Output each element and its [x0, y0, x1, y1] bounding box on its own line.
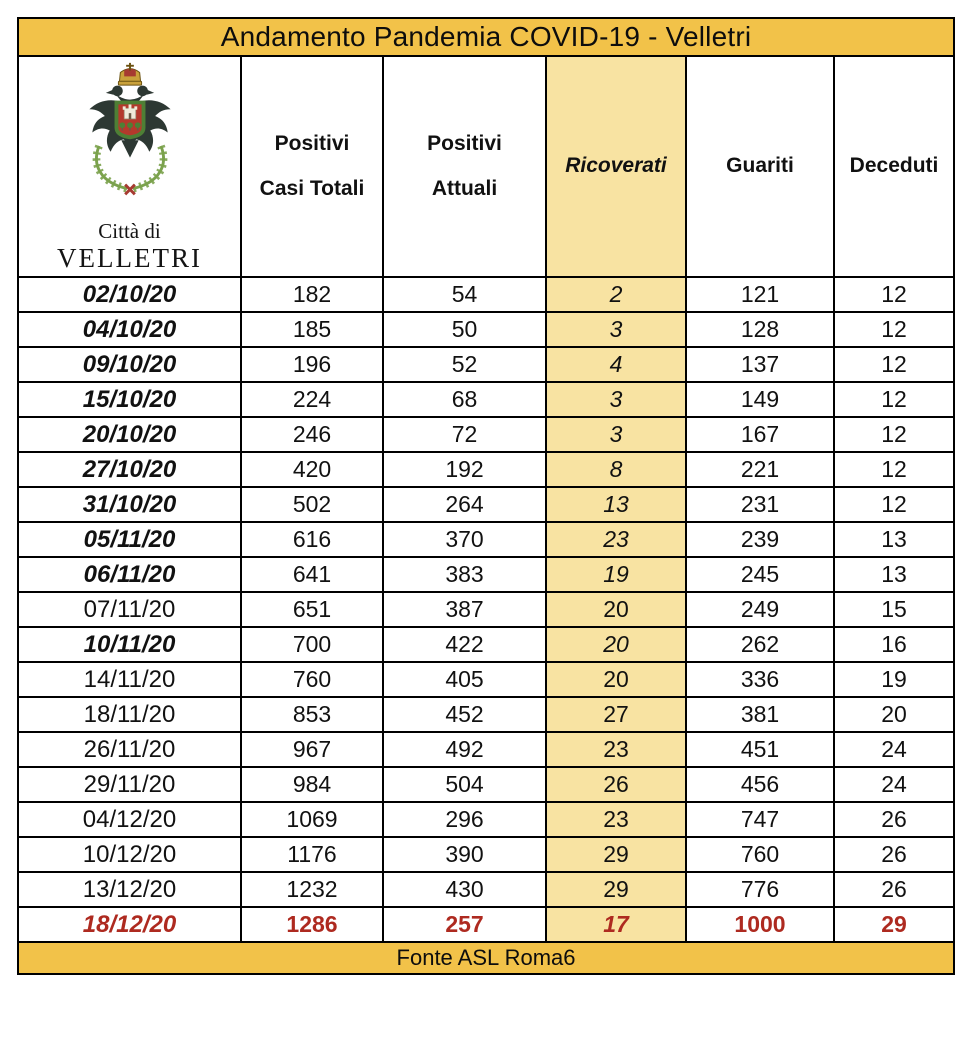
guariti-cell: 137 [686, 347, 834, 382]
date-cell: 07/11/20 [18, 592, 241, 627]
date-cell: 09/10/20 [18, 347, 241, 382]
positivi-attuali-cell: 54 [383, 277, 546, 312]
table-row [18, 802, 954, 837]
logo-cell [18, 56, 241, 277]
guariti-cell: 239 [686, 522, 834, 557]
deceduti-cell: 24 [834, 767, 954, 802]
positivi-attuali-cell: 264 [383, 487, 546, 522]
table-row [18, 837, 954, 872]
deceduti-cell: 20 [834, 697, 954, 732]
header-line: Attuali [431, 176, 498, 200]
positivi-attuali-cell: 68 [383, 382, 546, 417]
guariti-cell: 149 [686, 382, 834, 417]
ricoverati-cell: 29 [546, 837, 686, 872]
table-row [18, 347, 954, 382]
ricoverati-cell: 3 [546, 417, 686, 452]
crown-icon [118, 63, 141, 85]
deceduti-cell: 24 [834, 732, 954, 767]
positivi-attuali-cell: 387 [383, 592, 546, 627]
positivi-attuali-cell: 492 [383, 732, 546, 767]
ricoverati-cell: 3 [546, 382, 686, 417]
ricoverati-cell: 3 [546, 312, 686, 347]
table-row [18, 382, 954, 417]
table-row [18, 312, 954, 347]
header-positivi-attuali [383, 56, 546, 277]
positivi-totali-cell: 1176 [241, 837, 383, 872]
guariti-cell: 231 [686, 487, 834, 522]
positivi-attuali-cell: 390 [383, 837, 546, 872]
ricoverati-cell: 4 [546, 347, 686, 382]
header-guariti: Guariti [686, 56, 834, 277]
positivi-totali-cell: 196 [241, 347, 383, 382]
ricoverati-cell: 23 [546, 522, 686, 557]
positivi-totali-cell: 182 [241, 277, 383, 312]
velletri-coat-of-arms-icon [71, 59, 189, 204]
positivi-totali-cell: 502 [241, 487, 383, 522]
positivi-attuali-cell: 72 [383, 417, 546, 452]
date-cell: 14/11/20 [18, 662, 241, 697]
ricoverati-cell: 29 [546, 872, 686, 907]
positivi-totali-cell: 1286 [241, 907, 383, 942]
ricoverati-cell: 8 [546, 452, 686, 487]
positivi-attuali-cell: 50 [383, 312, 546, 347]
positivi-totali-cell: 760 [241, 662, 383, 697]
date-cell: 13/12/20 [18, 872, 241, 907]
deceduti-cell: 15 [834, 592, 954, 627]
deceduti-cell: 12 [834, 347, 954, 382]
positivi-totali-cell: 700 [241, 627, 383, 662]
date-cell: 18/12/20 [18, 907, 241, 942]
deceduti-cell: 12 [834, 312, 954, 347]
deceduti-cell: 16 [834, 627, 954, 662]
header-line: Casi Totali [259, 176, 365, 200]
date-cell: 10/11/20 [18, 627, 241, 662]
ricoverati-cell: 27 [546, 697, 686, 732]
guariti-cell: 336 [686, 662, 834, 697]
ricoverati-cell: 20 [546, 662, 686, 697]
table-row [18, 592, 954, 627]
ricoverati-cell: 19 [546, 557, 686, 592]
deceduti-cell: 26 [834, 837, 954, 872]
deceduti-cell: 13 [834, 522, 954, 557]
positivi-totali-cell: 246 [241, 417, 383, 452]
table-row [18, 872, 954, 907]
positivi-attuali-cell: 430 [383, 872, 546, 907]
positivi-totali-cell: 185 [241, 312, 383, 347]
deceduti-cell: 13 [834, 557, 954, 592]
date-cell: 29/11/20 [18, 767, 241, 802]
deceduti-cell: 12 [834, 277, 954, 312]
date-cell: 20/10/20 [18, 417, 241, 452]
ricoverati-cell: 26 [546, 767, 686, 802]
guariti-cell: 262 [686, 627, 834, 662]
positivi-totali-cell: 651 [241, 592, 383, 627]
positivi-attuali-cell: 52 [383, 347, 546, 382]
header-line: Positivi [427, 132, 502, 156]
positivi-totali-cell: 224 [241, 382, 383, 417]
positivi-attuali-cell: 383 [383, 557, 546, 592]
positivi-totali-cell: 853 [241, 697, 383, 732]
date-cell: 26/11/20 [18, 732, 241, 767]
guariti-cell: 381 [686, 697, 834, 732]
positivi-attuali-cell: 504 [383, 767, 546, 802]
header-row [18, 56, 954, 277]
table-row [18, 522, 954, 557]
positivi-attuali-cell: 296 [383, 802, 546, 837]
table-row [18, 697, 954, 732]
ricoverati-cell: 20 [546, 627, 686, 662]
table-body [18, 277, 954, 942]
date-cell: 05/11/20 [18, 522, 241, 557]
header-line: Positivi [274, 132, 350, 156]
guariti-cell: 245 [686, 557, 834, 592]
table-row [18, 662, 954, 697]
ricoverati-cell: 23 [546, 732, 686, 767]
date-cell: 10/12/20 [18, 837, 241, 872]
guariti-cell: 221 [686, 452, 834, 487]
date-cell: 02/10/20 [18, 277, 241, 312]
deceduti-cell: 12 [834, 417, 954, 452]
date-cell: 31/10/20 [18, 487, 241, 522]
deceduti-cell: 26 [834, 872, 954, 907]
guariti-cell: 760 [686, 837, 834, 872]
positivi-attuali-cell: 192 [383, 452, 546, 487]
deceduti-cell: 29 [834, 907, 954, 942]
title-row [18, 18, 954, 56]
table-row [18, 732, 954, 767]
header-positivi-casi-totali [241, 56, 383, 277]
deceduti-cell: 12 [834, 452, 954, 487]
footer-row [18, 942, 954, 974]
ricoverati-cell: 2 [546, 277, 686, 312]
guariti-cell: 128 [686, 312, 834, 347]
table-row [18, 417, 954, 452]
positivi-totali-cell: 984 [241, 767, 383, 802]
positivi-attuali-cell: 452 [383, 697, 546, 732]
table-row [18, 452, 954, 487]
logo-caption-line1: Città di [98, 218, 161, 243]
covid-table [17, 17, 955, 975]
header-ricoverati: Ricoverati [546, 56, 686, 277]
deceduti-cell: 19 [834, 662, 954, 697]
table-row [18, 557, 954, 592]
positivi-totali-cell: 616 [241, 522, 383, 557]
table-row [18, 767, 954, 802]
positivi-attuali-cell: 257 [383, 907, 546, 942]
guariti-cell: 776 [686, 872, 834, 907]
source-footer: Fonte ASL Roma6 [18, 942, 954, 974]
positivi-attuali-cell: 422 [383, 627, 546, 662]
ricoverati-cell: 13 [546, 487, 686, 522]
positivi-totali-cell: 641 [241, 557, 383, 592]
date-cell: 15/10/20 [18, 382, 241, 417]
date-cell: 18/11/20 [18, 697, 241, 732]
table-row [18, 907, 954, 942]
positivi-totali-cell: 1232 [241, 872, 383, 907]
positivi-attuali-cell: 405 [383, 662, 546, 697]
ricoverati-cell: 23 [546, 802, 686, 837]
positivi-attuali-cell: 370 [383, 522, 546, 557]
guariti-cell: 747 [686, 802, 834, 837]
date-cell: 06/11/20 [18, 557, 241, 592]
deceduti-cell: 12 [834, 382, 954, 417]
guariti-cell: 456 [686, 767, 834, 802]
guariti-cell: 167 [686, 417, 834, 452]
ricoverati-cell: 17 [546, 907, 686, 942]
date-cell: 04/12/20 [18, 802, 241, 837]
header-deceduti: Deceduti [834, 56, 954, 277]
guariti-cell: 451 [686, 732, 834, 767]
guariti-cell: 1000 [686, 907, 834, 942]
shield-icon [116, 102, 143, 137]
guariti-cell: 249 [686, 592, 834, 627]
deceduti-cell: 26 [834, 802, 954, 837]
guariti-cell: 121 [686, 277, 834, 312]
table-row [18, 487, 954, 522]
logo-caption-line2: VELLETRI [57, 243, 202, 274]
positivi-totali-cell: 420 [241, 452, 383, 487]
positivi-totali-cell: 1069 [241, 802, 383, 837]
table-row [18, 627, 954, 662]
table-row [18, 277, 954, 312]
deceduti-cell: 12 [834, 487, 954, 522]
ricoverati-cell: 20 [546, 592, 686, 627]
positivi-totali-cell: 967 [241, 732, 383, 767]
date-cell: 04/10/20 [18, 312, 241, 347]
date-cell: 27/10/20 [18, 452, 241, 487]
page-title: Andamento Pandemia COVID-19 - Velletri [18, 18, 954, 56]
